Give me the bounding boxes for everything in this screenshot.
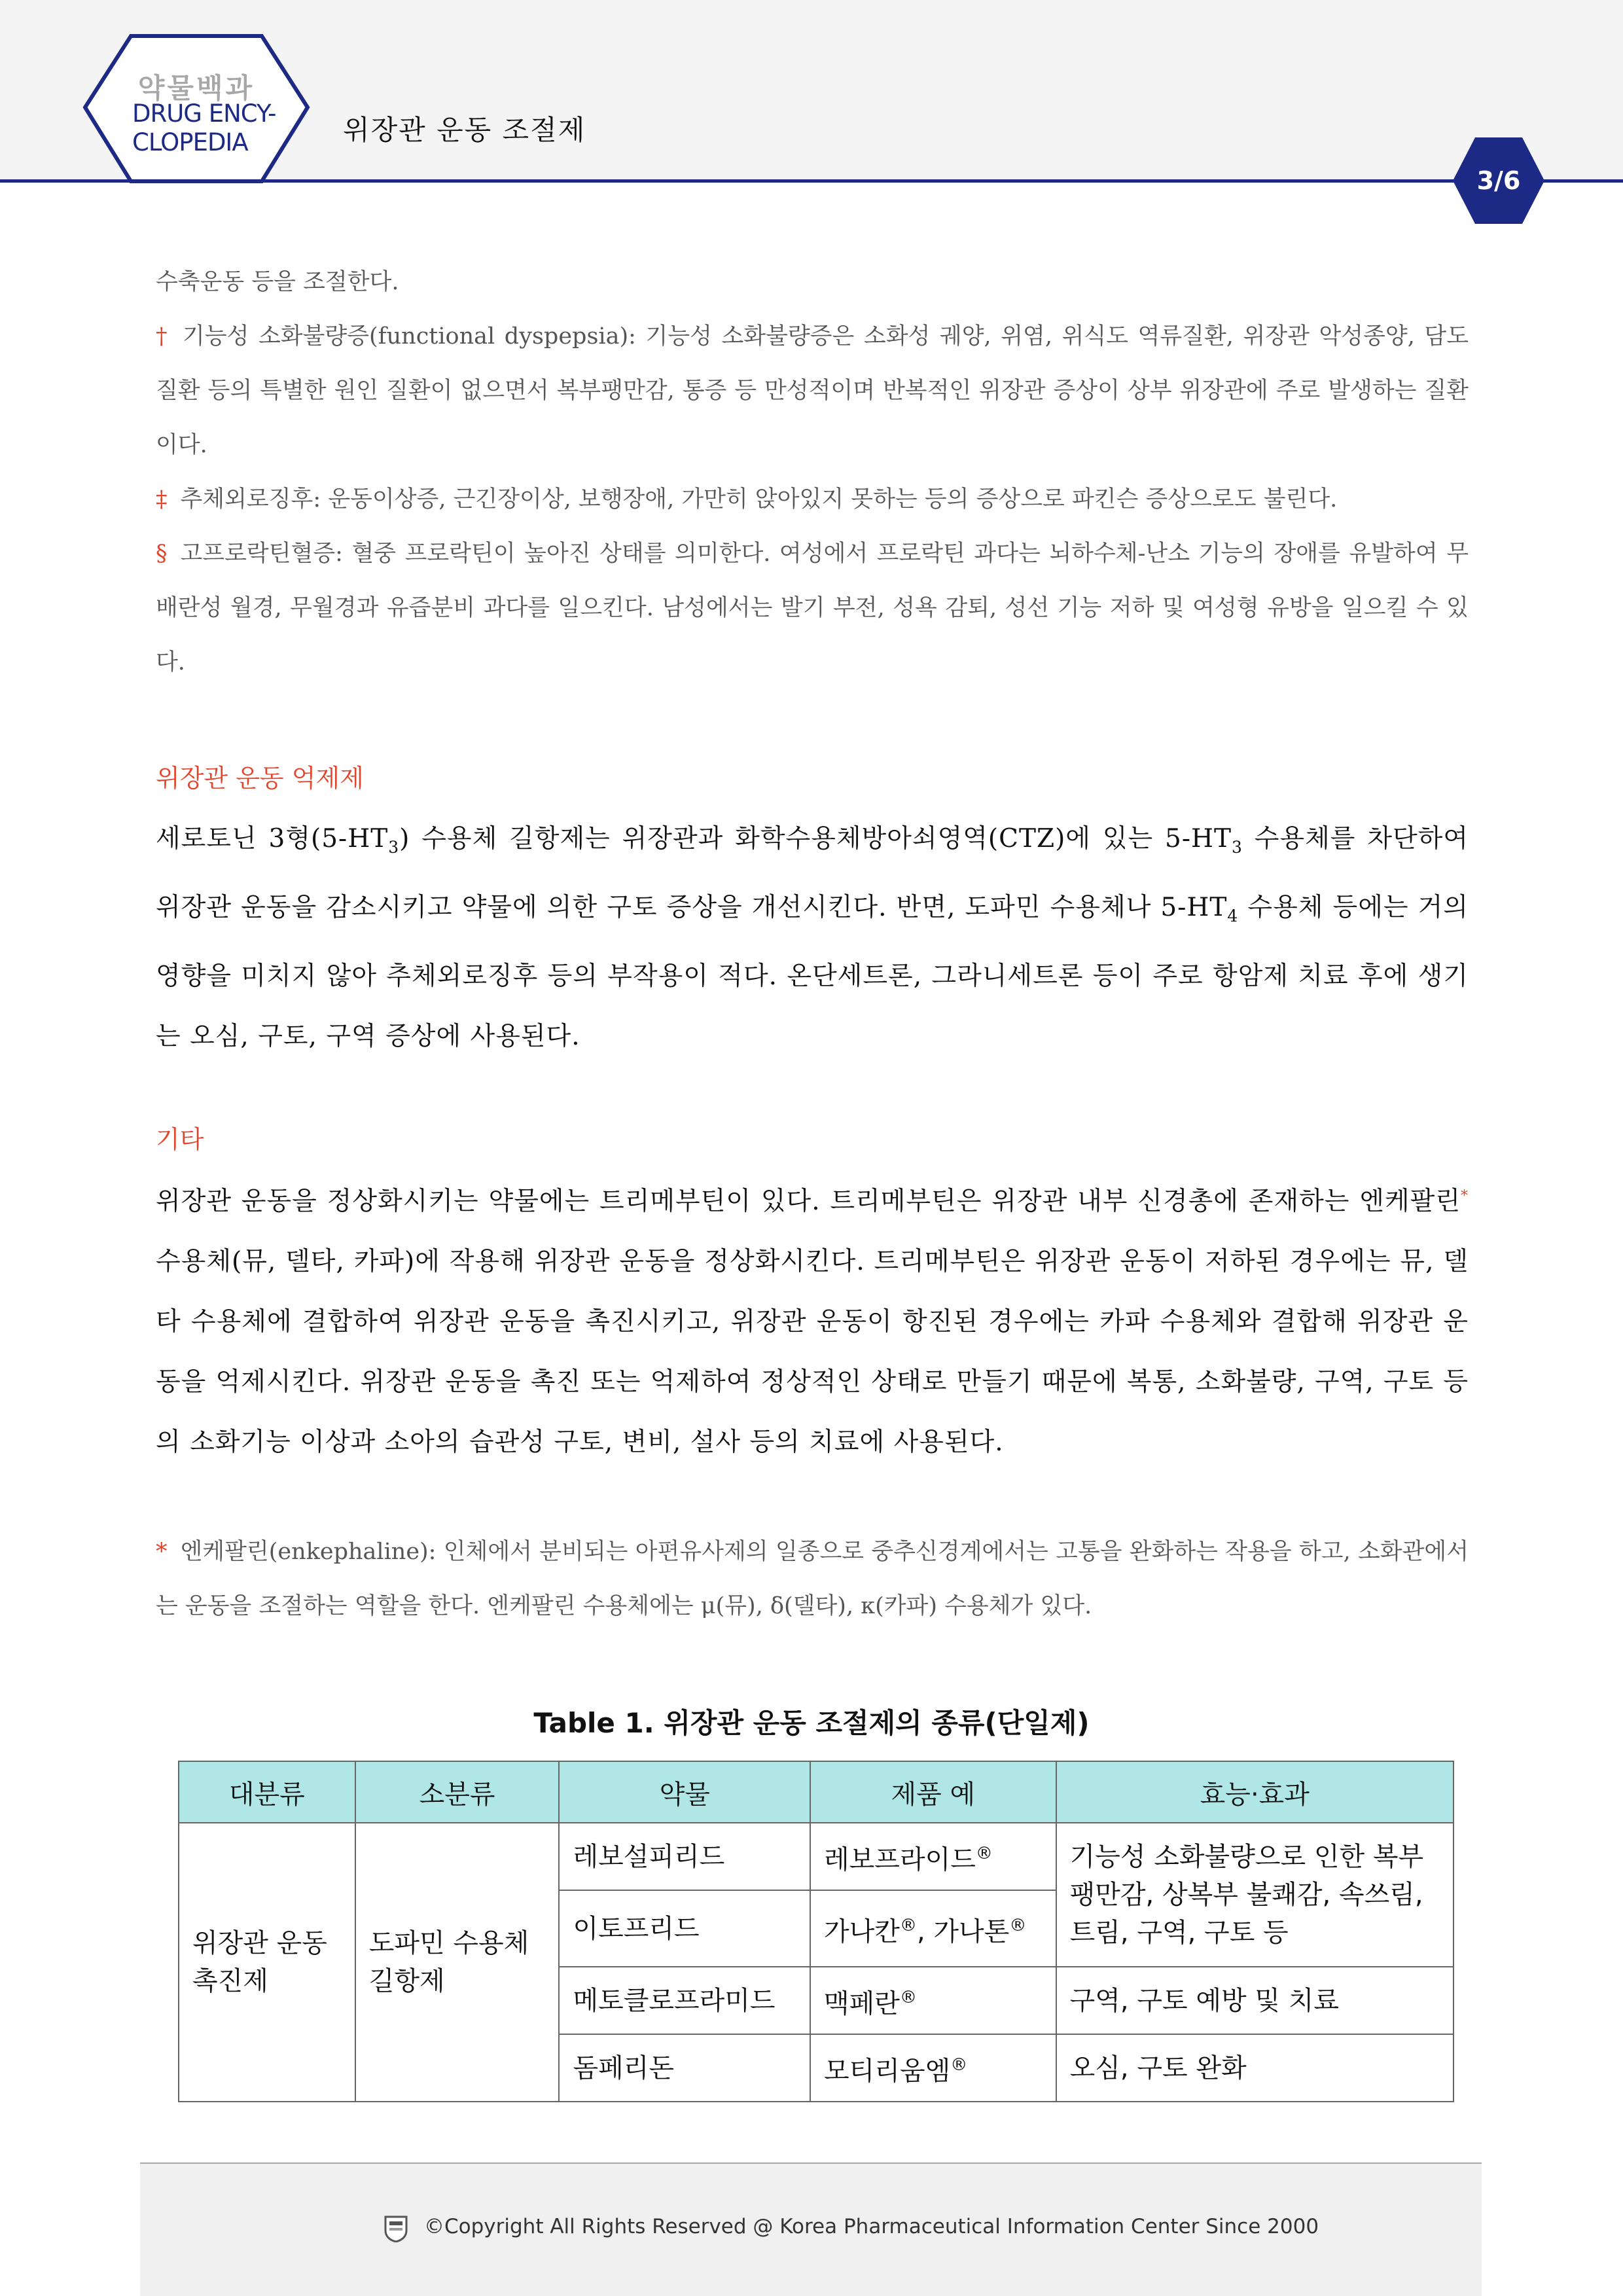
section-heading-suppressant: 위장관 운동 억제제 bbox=[156, 764, 364, 793]
drug-table bbox=[178, 1761, 1454, 2102]
page-indicator: 3/6 bbox=[1476, 166, 1521, 195]
footnote-star-marker: * bbox=[1461, 1188, 1469, 1204]
drug-cell: 메토클로프라미드 bbox=[559, 1967, 810, 2034]
column-header: 약물 bbox=[559, 1761, 810, 1823]
footnote-dagger bbox=[156, 310, 1469, 473]
product-separator: , bbox=[916, 1916, 934, 1947]
logo-english bbox=[132, 99, 276, 157]
product-name: 모티리움엠 bbox=[824, 2056, 951, 2087]
copyright-text: ©Copyright All Rights Reserved @ Korea Pharmaceutical Information Center Since 2000 bbox=[424, 2215, 1319, 2238]
column-header: 제품 예 bbox=[810, 1761, 1056, 1823]
product-cell bbox=[810, 1823, 1056, 1890]
logo bbox=[79, 34, 314, 185]
footnote-text: 기능성 소화불량증(functional dyspepsia): 기능성 소화불량증은 소화성 궤양, 위염, 위식도 역류질환, 위장관 악성종양, 담도 질환 등의 특별한 원인 질환이 없으면서 복부팽만감, 통증 등 만성적이며 반복적인 위장관 증상이 상부 위장관에 주로 발생하는 질환이다. bbox=[156, 323, 1469, 458]
product-name: 맥페란 bbox=[824, 1988, 900, 2019]
text-run: 세로토닌 3형(5-HT bbox=[156, 824, 389, 853]
product-name: 가나톤 bbox=[933, 1916, 1010, 1947]
star-note bbox=[156, 1525, 1469, 1634]
minor-class-cell: 도파민 수용체 길항제 bbox=[355, 1823, 560, 2102]
drug-cell: 레보설피리드 bbox=[559, 1823, 810, 1890]
drug-cell: 돔페리돈 bbox=[559, 2034, 810, 2102]
logo-english-line2: CLOPEDIA bbox=[132, 128, 248, 156]
subscript: 4 bbox=[1227, 906, 1239, 925]
footnote-section-sign bbox=[156, 527, 1469, 690]
registered-mark: ® bbox=[1009, 1915, 1027, 1935]
column-header: 대분류 bbox=[179, 1761, 355, 1823]
section-body-other bbox=[156, 1166, 1469, 1473]
paragraph-suppressant bbox=[156, 809, 1469, 1067]
subscript: 3 bbox=[388, 837, 400, 857]
text-run: ) 수용체 길항제는 위장관과 화학수용체방아쇠영역(CTZ)에 있는 5-HT bbox=[399, 824, 1232, 853]
footnote-continuation bbox=[156, 255, 1469, 310]
paragraph-other bbox=[156, 1166, 1469, 1473]
product-cell bbox=[810, 1967, 1056, 2034]
column-header: 효능·효과 bbox=[1056, 1761, 1454, 1823]
column-header: 소분류 bbox=[355, 1761, 560, 1823]
section-heading-other: 기타 bbox=[156, 1125, 204, 1154]
registered-mark: ® bbox=[950, 2054, 968, 2075]
document-title: 위장관 운동 조절제 bbox=[343, 114, 586, 146]
registered-mark: ® bbox=[899, 1915, 917, 1935]
text-run: 수용체를 차단하여 위장관 운동을 감소시키고 약물에 의한 구토 증상을 개선시킨다. 반면, 도파민 수용체나 5-HT bbox=[156, 824, 1469, 922]
footnote-marker: † bbox=[156, 323, 169, 350]
effect-cell: 오심, 구토 완화 bbox=[1056, 2034, 1454, 2102]
effect-cell: 구역, 구토 예방 및 치료 bbox=[1056, 1967, 1454, 2034]
logo-korean: 약물백과 bbox=[137, 72, 255, 104]
registered-mark: ® bbox=[899, 1987, 917, 2007]
footnote-text: 고프로락틴혈증: 혈중 프로락틴이 높아진 상태를 의미한다. 여성에서 프로락틴 과다는 뇌하수체-난소 기능의 장애를 유발하여 무배란성 월경, 무월경과 유즙분비 과다를 일으킨다. 남성에서는 발기 부전, 성욕 감퇴, 성선 기능 저하 및 여성형 유방을 일으킬 수 있다. bbox=[156, 541, 1469, 675]
page-indicator-badge bbox=[1452, 136, 1546, 225]
table-row bbox=[179, 1823, 1454, 1890]
major-class-cell: 위장관 운동 촉진제 bbox=[179, 1823, 355, 2102]
effect-cell: 기능성 소화불량으로 인한 복부팽만감, 상복부 불쾌감, 속쓰림, 트림, 구역, 구토 등 bbox=[1056, 1823, 1454, 1967]
logo-english-line1: DRUG ENCY- bbox=[132, 99, 276, 128]
registered-mark: ® bbox=[975, 1843, 993, 1863]
text-run: 수용체(뮤, 델타, 카파)에 작용해 위장관 운동을 정상화시킨다. 트리메부틴은 위장관 운동이 저하된 경우에는 뮤, 델타 수용체에 결합하여 위장관 운동을 촉진시키고, 위장관 운동이 항진된 경우에는 카파 수용체와 결합해 위장관 운동을 억제시킨다. 위장관 운동을 촉진 또는 억제하여 정상적인 상태로 만들기 때문에 복통, 소화불량, 구역, 구토 등의 소화기능 이상과 소아의 습관성 구토, 변비, 설사 등의 치료에 사용된다. bbox=[156, 1247, 1469, 1457]
footnote-marker: ‡ bbox=[156, 486, 168, 512]
text-run: 수용체 등에는 거의 영향을 미치지 않아 추체외로징후 등의 부작용이 적다. 온단세트론, 그라니세트론 등이 주로 항암제 치료 후에 생기는 오심, 구토, 구역 증상에 사용된다. bbox=[156, 892, 1469, 1051]
footnote-text: 수축운동 등을 조절한다. bbox=[156, 269, 399, 295]
footnote-marker: § bbox=[156, 541, 168, 567]
star-note-block bbox=[156, 1525, 1469, 1634]
product-cell bbox=[810, 1890, 1056, 1967]
footnote-double-dagger bbox=[156, 473, 1469, 527]
section-body-suppressant bbox=[156, 809, 1469, 1067]
product-name: 레보프라이드 bbox=[824, 1844, 976, 1875]
table-title: Table 1. 위장관 운동 조절제의 종류(단일제) bbox=[533, 1707, 1090, 1739]
table-header-row bbox=[179, 1761, 1454, 1823]
footnotes-block bbox=[156, 255, 1469, 690]
subscript: 3 bbox=[1232, 837, 1243, 857]
product-name: 가나칸 bbox=[824, 1916, 900, 1947]
text-run: 위장관 운동을 정상화시키는 약물에는 트리메부틴이 있다. 트리메부틴은 위장관 내부 신경총에 존재하는 엔케팔린 bbox=[156, 1187, 1461, 1216]
emblem-icon bbox=[383, 2215, 408, 2242]
product-cell bbox=[810, 2034, 1056, 2102]
drug-cell: 이토프리드 bbox=[559, 1890, 810, 1967]
footnote-text: 추체외로징후: 운동이상증, 근긴장이상, 보행장애, 가만히 앉아있지 못하는 등의 증상으로 파킨슨 증상으로도 불린다. bbox=[180, 486, 1338, 512]
footnote-text: 엔케팔린(enkephaline): 인체에서 분비되는 아편유사제의 일종으로 중추신경계에서는 고통을 완화하는 작용을 하고, 소화관에서는 운동을 조절하는 역할을 한다. 엔케팔린 수용체에는 μ(뮤), δ(델타), κ(카파) 수용체가 있다. bbox=[156, 1539, 1469, 1619]
footnote-marker: * bbox=[156, 1539, 168, 1565]
